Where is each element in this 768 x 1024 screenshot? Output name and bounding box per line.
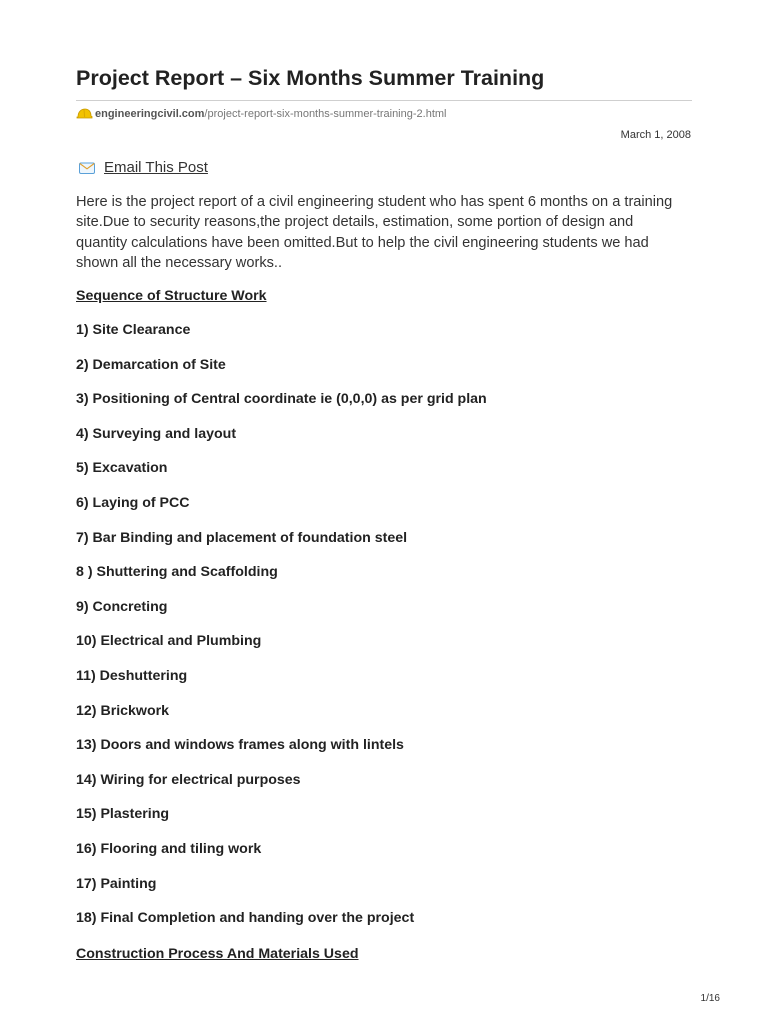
step-item: 4) Surveying and layout — [76, 425, 237, 442]
section-heading-sequence: Sequence of Structure Work — [76, 288, 267, 304]
page-number: 1/16 — [700, 993, 720, 1004]
step-item: 10) Electrical and Plumbing — [76, 633, 262, 650]
envelope-icon — [78, 160, 96, 176]
source-domain[interactable]: engineeringcivil.com — [95, 108, 205, 120]
step-item: 1) Site Clearance — [76, 322, 191, 338]
post-date: March 1, 2008 — [620, 129, 691, 141]
intro-paragraph: Here is the project report of a civil engineering student who has spent 6 months on a training site.Due to security reasons,the project details, estimation, some portion of design and quantity calculations have been omitted.But to help the civil engineering students we had shown all the necessary works.. — [76, 194, 673, 271]
step-item: 18) Final Completion and handing over the project — [76, 910, 415, 927]
step-item: 2) Demarcation of Site — [76, 356, 226, 373]
step-item: 16) Flooring and tiling work — [76, 840, 262, 857]
step-item: 17) Painting — [76, 875, 157, 892]
step-item: 11) Deshuttering — [76, 667, 188, 684]
step-item: 8 ) Shuttering and Scaffolding — [76, 564, 278, 581]
step-item: 15) Plastering — [76, 806, 170, 823]
helmet-icon — [76, 108, 93, 120]
structure-work-steps — [76, 322, 487, 945]
source-path[interactable]: /project-report-six-months-summer-training-2.html — [204, 108, 447, 120]
email-this-post[interactable] — [78, 159, 208, 176]
step-item: 14) Wiring for electrical purposes — [76, 771, 301, 788]
step-item: 6) Laying of PCC — [76, 494, 190, 511]
step-item: 7) Bar Binding and placement of foundation steel — [76, 529, 408, 546]
section-heading-construction: Construction Process And Materials Used — [76, 946, 359, 962]
title-divider — [76, 100, 692, 101]
step-item: 3) Positioning of Central coordinate ie (0,0,0) as per grid plan — [76, 391, 487, 408]
page-title: Project Report – Six Months Summer Training — [76, 66, 545, 90]
step-item: 13) Doors and windows frames along with lintels — [76, 737, 404, 754]
step-item: 12) Brickwork — [76, 702, 170, 719]
step-item: 9) Concreting — [76, 598, 168, 615]
email-this-post-link[interactable]: Email This Post — [104, 159, 208, 176]
step-item: 5) Excavation — [76, 460, 168, 477]
source-url[interactable] — [76, 106, 446, 122]
